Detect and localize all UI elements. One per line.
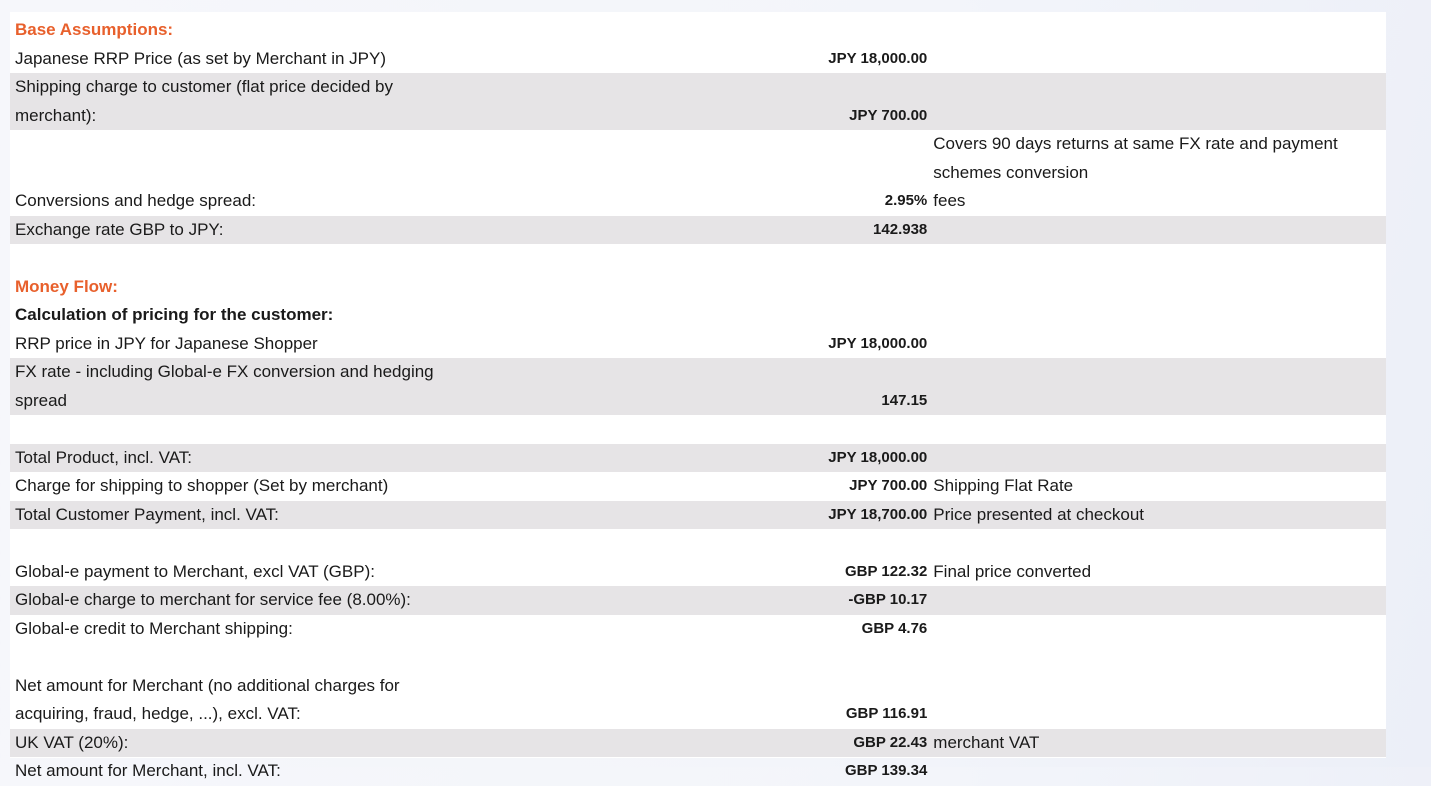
spacer-row (10, 415, 1386, 444)
section-heading: Base Assumptions: (15, 20, 174, 39)
table-row (10, 672, 1386, 729)
table-row (10, 216, 1386, 245)
row-label: Global-e credit to Merchant shipping: (15, 618, 293, 638)
row-label: Global-e charge to merchant for service fee (8.00%): (10, 586, 469, 615)
table-row (10, 444, 1386, 473)
row-note (927, 586, 1386, 615)
table-row (10, 358, 1386, 415)
row-value: GBP 4.76 (861, 619, 928, 637)
row-note (927, 330, 1386, 359)
row-label: RRP price in JPY for Japanese Shopper (15, 333, 318, 353)
spacer-cell (10, 244, 1386, 273)
row-value: 142.938 (469, 216, 928, 245)
table-row (10, 472, 1386, 501)
row-value: GBP 116.91 (845, 705, 928, 722)
row-note (927, 358, 1386, 415)
table-row (10, 586, 1386, 615)
row-note: merchant VAT (927, 729, 1386, 758)
row-note (927, 73, 1386, 130)
row-label: Charge for shipping to shopper (Set by merchant) (15, 476, 389, 495)
subheading: Calculation of pricing for the customer: (15, 305, 334, 324)
row-label: Exchange rate GBP to JPY: (10, 216, 469, 245)
row-label: Net amount for Merchant, incl. VAT: (15, 761, 281, 780)
row-value: -GBP 10.17 (469, 586, 928, 615)
row-label: UK VAT (20%): (10, 729, 469, 758)
spacer-row (10, 529, 1386, 558)
row-label: Japanese RRP Price (as set by Merchant in JPY) (15, 48, 387, 68)
spacer-row (10, 244, 1386, 273)
row-note (927, 216, 1386, 245)
row-note: Shipping Flat Rate (933, 476, 1074, 495)
row-label: Shipping charge to customer (flat price decided by merchant): (10, 73, 469, 130)
table-row (10, 757, 1386, 786)
spacer-cell (10, 529, 1386, 558)
row-value: GBP 122.32 (845, 562, 928, 580)
row-value: GBP 139.34 (845, 762, 928, 779)
spacer-cell (10, 643, 1386, 672)
row-note: Covers 90 days returns at same FX rate and payment schemes conversion fees (933, 134, 1338, 210)
row-value: GBP 22.43 (469, 729, 928, 758)
pricing-sheet (10, 12, 1386, 780)
row-note: Final price converted (933, 561, 1092, 581)
section-heading: Money Flow: (15, 276, 118, 296)
table-row (10, 615, 1386, 644)
row-note: Price presented at checkout (927, 501, 1386, 530)
row-note (927, 615, 1386, 644)
row-label: Total Customer Payment, incl. VAT: (10, 501, 469, 530)
spacer-row (10, 643, 1386, 672)
row-label: Conversions and hedge spread: (15, 191, 256, 210)
table-row (10, 130, 1386, 216)
row-note (927, 757, 1386, 786)
section-heading-row (10, 273, 1386, 302)
table-row (10, 45, 1386, 74)
table-row (10, 330, 1386, 359)
row-value: 147.15 (469, 358, 928, 415)
spacer-cell (10, 415, 1386, 444)
row-note (927, 672, 1386, 729)
row-value: JPY 700.00 (849, 477, 928, 494)
row-label: Net amount for Merchant (no additional charges for acquiring, fraud, hedge, ...), excl. VAT: (15, 675, 400, 723)
table-row (10, 73, 1386, 130)
section-heading-row (10, 16, 1386, 45)
row-value: JPY 18,000.00 (828, 49, 928, 67)
row-value: JPY 700.00 (469, 73, 928, 130)
row-value: 2.95% (884, 192, 928, 209)
row-label: FX rate - including Global-e FX conversion and hedging spread (10, 358, 469, 415)
table-row (10, 729, 1386, 758)
row-value: JPY 18,700.00 (469, 501, 928, 530)
subheading-row (10, 301, 1386, 330)
row-label: Total Product, incl. VAT: (10, 444, 469, 473)
table-row (10, 501, 1386, 530)
table-row (10, 558, 1386, 587)
row-label: Global-e payment to Merchant, excl VAT (GBP): (15, 561, 375, 581)
row-value: JPY 18,000.00 (469, 444, 928, 473)
row-note (927, 45, 1386, 74)
row-note (927, 444, 1386, 473)
money-flow-table (10, 16, 1386, 786)
row-value: JPY 18,000.00 (828, 334, 928, 352)
